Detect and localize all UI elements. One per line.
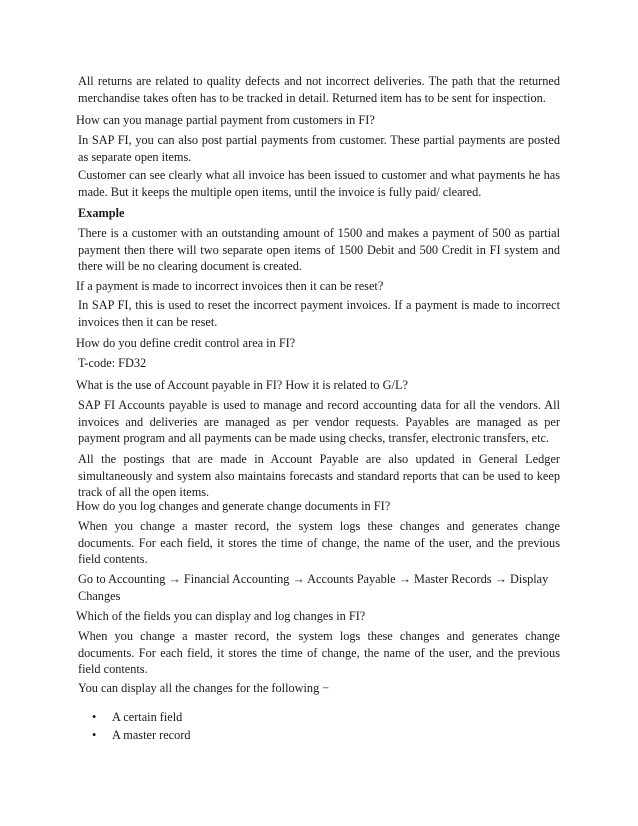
bullet-icon: • (92, 727, 97, 742)
answer-display-changes-intro: You can display all the changes for the following − (78, 681, 330, 695)
answer-credit-control: T-code: FD32 (78, 356, 147, 370)
list-item (78, 709, 560, 727)
paragraph-returns: All returns are related to quality defects and not incorrect deliveries. The path that the returned merchandise takes often has to be tracked in detail. Returned item has to be sent for inspection. (78, 74, 560, 105)
answer-reset-payment: In SAP FI, this is used to reset the incorrect payment invoices. If a payment is made to incorrect invoices then it can be reset. (78, 298, 560, 329)
answer-account-payable: SAP FI Accounts payable is used to manage and record accounting data for all the vendors. All invoices and deliveries are managed as per vendor requests. Payables are managed as per payment program and all payments can be made using checks, transfer, electronic transfers, etc. (78, 398, 560, 446)
answer-partial-payment-details: Customer can see clearly what all invoice has been issued to customer and what payments he has made. But it keeps the multiple open items, until the invoice is fully paid/ cleared. (78, 168, 560, 199)
answer-menu-path: Go to Accounting → Financial Accounting → Accounts Payable → Master Records → Display Changes (78, 572, 549, 603)
list-item-label: A certain field (112, 710, 183, 724)
answer-account-payable-gl: All the postings that are made in Account Payable are also updated in General Ledger simultaneously and system also maintains forecasts and standard reports that can be used to keep track of all the open items. (78, 452, 560, 500)
question-display-fields: Which of the fields you can display and log changes in FI? (76, 609, 366, 623)
example-paragraph: There is a customer with an outstanding amount of 1500 and makes a payment of 500 as partial payment then there will two separate open items of 1500 Debit and 500 Credit in FI system and there will be no clearing document is created. (78, 226, 560, 274)
answer-display-fields: When you change a master record, the system logs these changes and generates change documents. For each field, it stores the time of change, the name of the user, and the previous field contents. (78, 629, 560, 677)
question-log-changes: How do you log changes and generate change documents in FI? (76, 499, 391, 513)
question-partial-payment: How can you manage partial payment from customers in FI? (76, 113, 375, 127)
list-item-label: A master record (112, 727, 191, 742)
list-item (78, 727, 560, 745)
question-account-payable: What is the use of Account payable in FI? How it is related to G/L? (76, 378, 408, 392)
example-heading: Example (78, 206, 125, 220)
answer-log-changes: When you change a master record, the system logs these changes and generates change documents. For each field, it stores the time of change, the name of the user, and the previous field contents. (78, 519, 560, 567)
changes-list (78, 709, 560, 744)
bullet-icon: • (92, 710, 97, 724)
answer-partial-payment: In SAP FI, you can also post partial payments from customer. These partial payments are posted as separate open items. (78, 133, 560, 164)
question-reset-payment: If a payment is made to incorrect invoices then it can be reset? (76, 279, 384, 293)
question-credit-control: How do you define credit control area in FI? (76, 336, 296, 350)
